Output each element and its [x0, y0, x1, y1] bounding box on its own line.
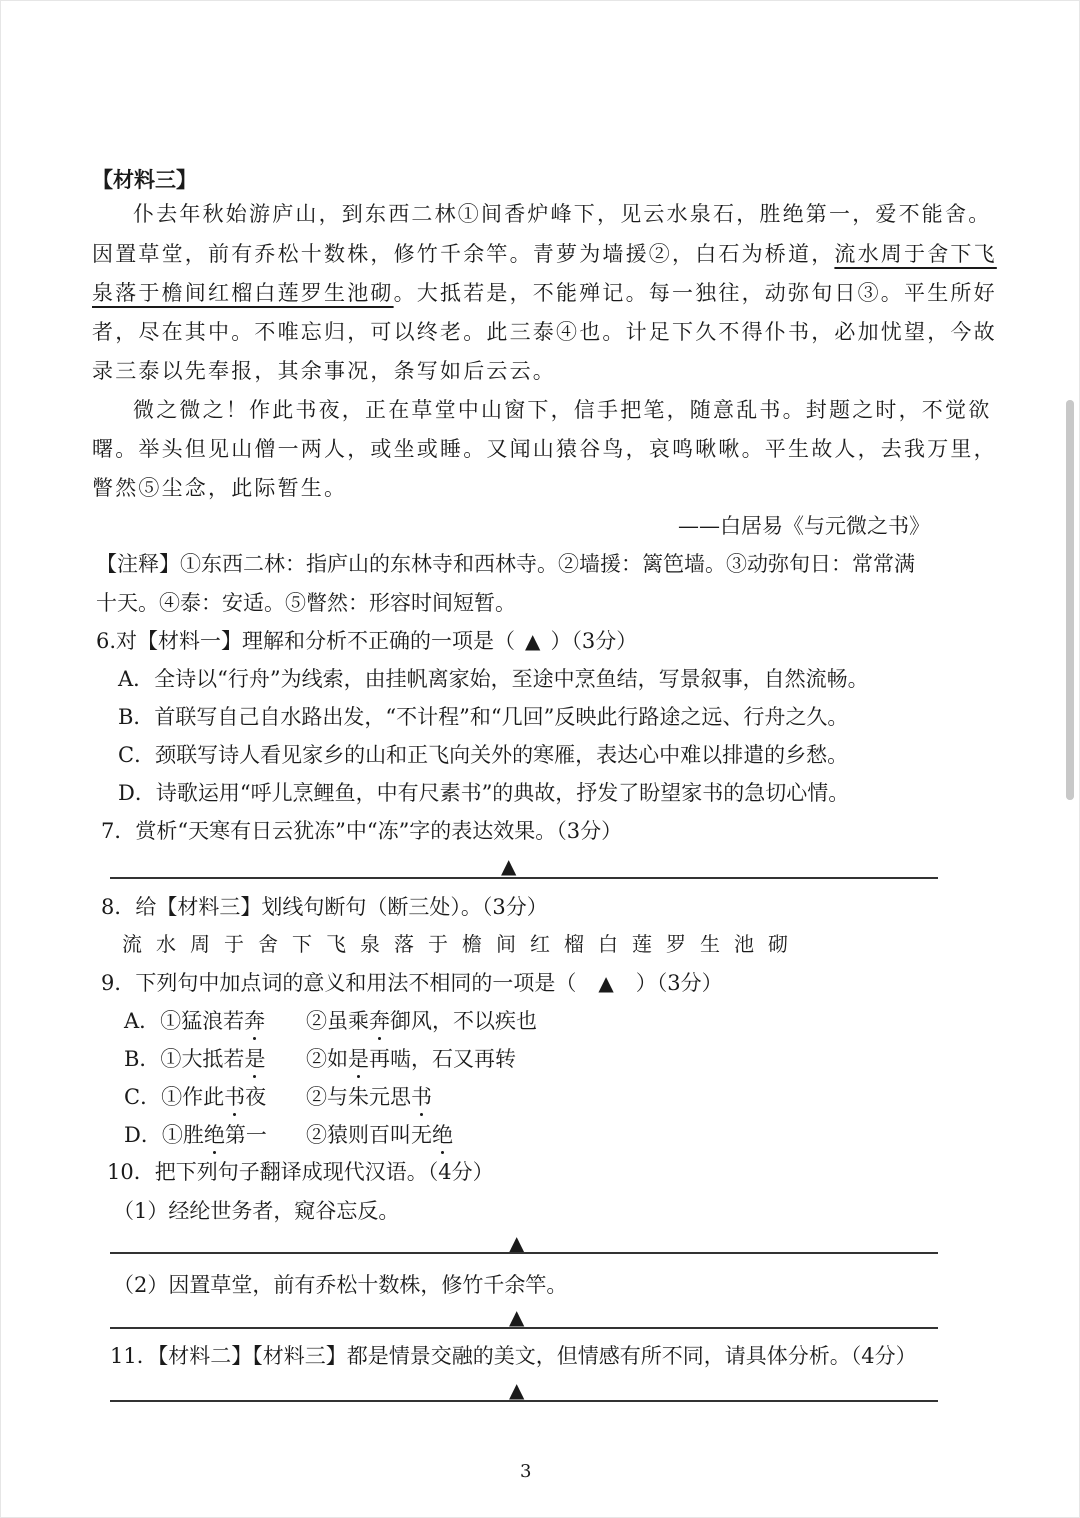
dotted-word: 奔 — [244, 1009, 266, 1033]
dotted-word: 是 — [244, 1047, 266, 1071]
answer-line-q10-2[interactable] — [110, 1327, 938, 1329]
question-7-stem: 7．赏析“天寒有日云犹冻”中“冻”字的表达效果。（3分） — [101, 819, 623, 843]
scrollbar-thumb[interactable] — [1066, 400, 1074, 800]
text-segment: 胜 — [182, 1123, 204, 1147]
text-segment: 因置草堂，前有乔松十数株，修竹千余竿。青萝为墙援②，白石为桥道， — [92, 242, 835, 266]
material-three-p1-line5: 录三泰以先奉报，其余事况，条写如后云云。 — [92, 359, 556, 383]
text-segment: 9．下列句中加点词的意义和用法不相同的一项是（ — [101, 971, 577, 995]
text-segment: 夜 — [245, 1085, 267, 1109]
notes-line1: 【注释】①东西二林：指庐山的东林寺和西林寺。②墙援：篱笆墙。③动弥旬日：常常满 — [96, 552, 915, 576]
dotted-word: 绝 — [203, 1123, 225, 1147]
text-segment: 再啮，石又再转 — [369, 1047, 516, 1071]
text-segment: ）（3分） — [635, 971, 723, 995]
material-three-p1-line4: 者，尽在其中。不唯忘归，可以终老。此三泰④也。计足下久不得仆书，必加忧望，今故 — [92, 320, 997, 344]
material-three-p2-line2: 曙。举头但见山僧一两人，或坐或睡。又闻山猿谷鸟，哀鸣啾啾。平生故人，去我万里， — [92, 437, 997, 461]
text-segment: 第一 — [224, 1123, 267, 1147]
text-segment: ②虽乘 — [306, 1009, 369, 1033]
material-three-p1-line1: 仆去年秋始游庐山，到东西二林①间香炉峰下，见云水泉石，胜绝第一，爱不能舍。 — [133, 202, 992, 226]
dotted-word: 绝 — [432, 1123, 453, 1147]
question-11-stem: 11．【材料二】【材料三】都是情景交融的美文，但情感有所不同，请具体分析。（4分） — [110, 1344, 917, 1368]
option-d-part2 — [306, 1121, 453, 1149]
scrollbar[interactable] — [1066, 400, 1074, 800]
question-6-option-d: D．诗歌运用“呼儿烹鲤鱼，中有尺素书”的典故，抒发了盼望家书的急切心情。 — [118, 781, 850, 805]
text-segment: 猛浪若 — [181, 1009, 245, 1033]
text-segment: 6.对【材料一】理解和分析不正确的一项是（ — [96, 629, 516, 653]
text-segment: 御风，不以疾也 — [390, 1009, 537, 1033]
question-9-stem — [101, 969, 723, 997]
material-three-title: 【材料三】 — [92, 167, 197, 192]
answer-line-q10-1[interactable] — [110, 1252, 938, 1254]
notes-line2: 十天。④泰：安适。⑤瞥然：形容时间短暂。 — [96, 591, 516, 615]
answer-triangle-icon: ▲ — [509, 1305, 525, 1329]
question-6-stem — [96, 627, 637, 655]
question-6-option-c: C．颈联写诗人看见家乡的山和正飞向关外的寒雁，表达心中难以排遣的乡愁。 — [118, 743, 849, 767]
answer-blank-triangle-icon: ▲ — [598, 971, 614, 995]
material-three-p2-line1: 微之微之！作此书夜，正在草堂中山窗下，信手把笔，随意乱书。封题之时，不觉欲 — [133, 398, 992, 422]
answer-triangle-icon: ▲ — [509, 1378, 525, 1402]
dotted-word: 是 — [348, 1047, 369, 1071]
question-8-sentence: 流水周于舍下飞泉落于檐间红榴白莲罗生池砌 — [122, 932, 802, 956]
material-three-p1-line2 — [92, 240, 997, 268]
text-segment: 大抵若 — [181, 1047, 245, 1071]
text-segment: ②猿则百叫无 — [306, 1123, 432, 1147]
text-segment: ）（3分） — [550, 629, 638, 653]
text-segment: ②与朱元思 — [306, 1085, 411, 1109]
material-three-p2-line3: 瞥然⑤尘念，此际暂生。 — [92, 476, 348, 500]
option-label: A．① — [124, 1009, 182, 1033]
question-8-stem: 8．给【材料三】划线句断句（断三处）。（3分） — [101, 895, 548, 919]
question-9-option-a — [124, 1007, 537, 1035]
answer-triangle-icon: ▲ — [509, 1231, 525, 1255]
dotted-word: 书 — [411, 1085, 432, 1109]
question-10-sentence-2: （2）因置草堂，前有乔松十数株，修竹千余竿。 — [113, 1273, 568, 1297]
option-c-part2 — [306, 1083, 432, 1111]
answer-triangle-icon: ▲ — [501, 854, 517, 878]
option-a-part2 — [306, 1007, 537, 1035]
dotted-word: 奔 — [369, 1009, 390, 1033]
answer-line-q11[interactable] — [110, 1400, 938, 1402]
answer-blank-triangle-icon: ▲ — [525, 629, 541, 653]
material-three-p1-line3 — [92, 279, 997, 307]
option-label: D．① — [124, 1123, 183, 1147]
source-attribution: ——白居易《与元微之书》 — [678, 514, 930, 538]
dotted-word: 书 — [224, 1085, 246, 1109]
question-6-option-a: A．全诗以“行舟”为线索，由挂帆离家始，至途中烹鱼结，写景叙事，自然流畅。 — [118, 667, 869, 691]
answer-line-q7[interactable] — [110, 877, 938, 879]
page-number: 3 — [520, 1461, 532, 1482]
text-segment: ②如 — [306, 1047, 348, 1071]
underlined-sentence-part1: 流水周于舍下飞 — [834, 242, 997, 266]
text-segment: 。大抵若是，不能殚记。每一独往，动弥旬日③。平生所好 — [393, 281, 997, 305]
question-6-option-b: B．首联写自己自水路出发，“不计程”和“几回”反映此行路途之远、行舟之久。 — [118, 705, 849, 729]
underlined-sentence-part2: 泉落于檐间红榴白莲罗生池砌 — [92, 281, 394, 305]
option-label: B．① — [124, 1047, 182, 1071]
text-segment: 作此 — [182, 1085, 225, 1109]
question-9-option-b — [124, 1045, 516, 1073]
option-label: C．① — [124, 1085, 183, 1109]
question-10-sentence-1: （1）经纶世务者，窥谷忘反。 — [113, 1199, 400, 1223]
question-10-stem: 10．把下列句子翻译成现代汉语。（4分） — [107, 1160, 494, 1184]
question-9-option-c — [124, 1083, 432, 1111]
option-b-part2 — [306, 1045, 516, 1073]
question-9-option-d — [124, 1121, 453, 1149]
